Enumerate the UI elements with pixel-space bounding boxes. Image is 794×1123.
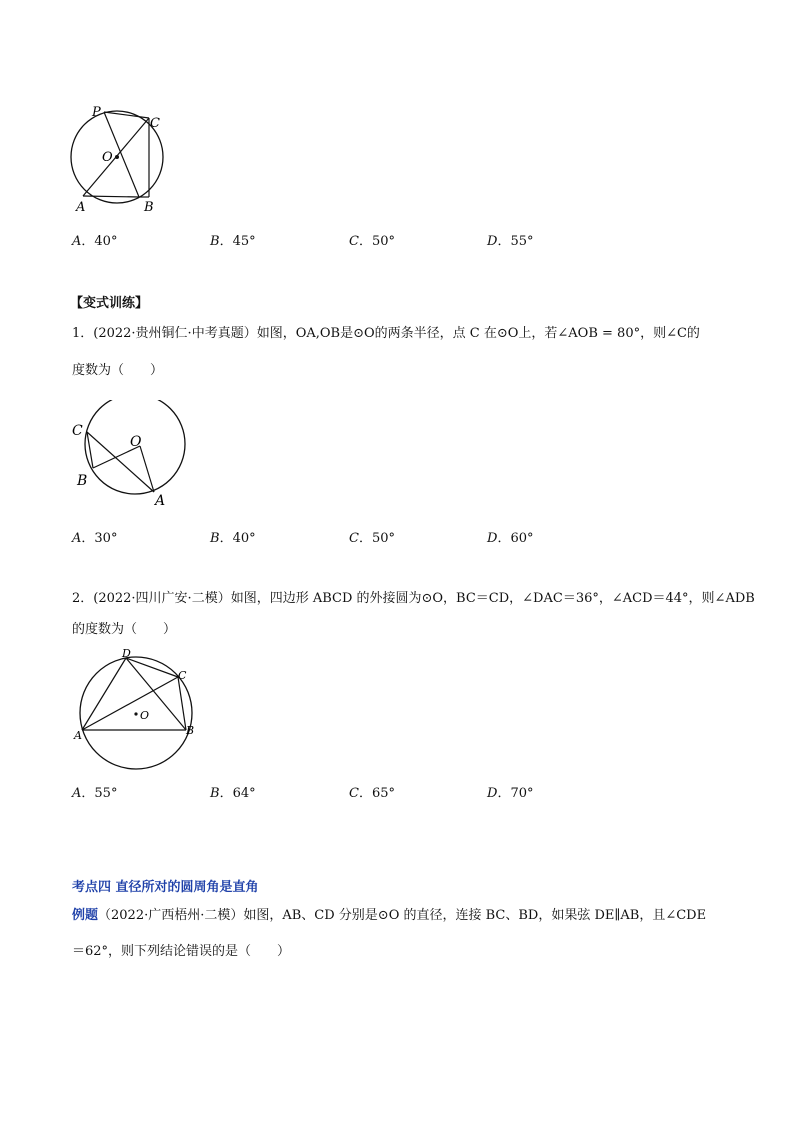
q1-stem-line2: 度数为（ ） <box>72 363 164 378</box>
fig2-label-a: A <box>155 493 166 509</box>
q2-stem-line1: 2．(2022·四川广安·二模）如图，四边形 ABCD 的外接圆为⊙O，BC＝CD，∠DAC＝36°，∠ACD＝44°，则∠ADB <box>72 591 755 606</box>
q2-stem-line2: 的度数为（ ） <box>72 622 177 637</box>
fig3-label-b: B <box>186 724 195 737</box>
q1-option-c: C．50° <box>349 531 396 546</box>
section-kaodian-four: 考点四 直径所对的圆周角是直角 <box>72 880 259 895</box>
q2-option-d: D．70° <box>487 786 534 801</box>
figure-circle-cboa <box>66 400 196 510</box>
fig1-label-p: P <box>92 105 101 120</box>
q1-option-a: A．30° <box>72 531 118 546</box>
q0-option-a: A．40° <box>72 234 118 249</box>
fig2-label-c: C <box>72 423 83 439</box>
example-line2: ＝62°，则下列结论错误的是（ ） <box>72 944 291 959</box>
fig1-label-a: A <box>76 200 86 215</box>
fig1-label-o: O <box>102 150 113 165</box>
fig3-label-o: O <box>140 709 150 722</box>
q0-option-d: D．55° <box>487 234 534 249</box>
example-label: 例题 <box>72 908 99 923</box>
fig3-label-c: C <box>178 669 187 682</box>
fig3-label-a: A <box>74 729 82 742</box>
q1-option-d: D．60° <box>487 531 534 546</box>
q1-stem-line1: 1．(2022·贵州铜仁·中考真题）如图，OA,OB是⊙O的两条半径，点 C 在⊙O上，若∠AOB = 80°，则∠C的 <box>72 326 700 341</box>
q1-option-b: B．40° <box>210 531 256 546</box>
fig1-label-b: B <box>144 200 154 215</box>
section-variant-training: 【变式训练】 <box>70 296 149 311</box>
figure-cyclic-quad-abcd <box>70 645 205 770</box>
example-line1: 例题（2022·广西梧州·二模）如图，AB、CD 分别是⊙O 的直径，连接 BC、BD，如果弦 DE∥AB，且∠CDE <box>72 908 707 923</box>
q2-option-b: B．64° <box>210 786 256 801</box>
fig1-label-c: C <box>150 116 160 131</box>
q2-option-c: C．65° <box>349 786 396 801</box>
q2-option-a: A．55° <box>72 786 118 801</box>
fig2-label-o: O <box>130 434 142 450</box>
fig2-label-b: B <box>77 473 88 489</box>
fig3-label-d: D <box>122 647 131 660</box>
q0-option-c: C．50° <box>349 234 396 249</box>
q0-option-b: B．45° <box>210 234 256 249</box>
figure-circle-pcab <box>62 100 202 215</box>
